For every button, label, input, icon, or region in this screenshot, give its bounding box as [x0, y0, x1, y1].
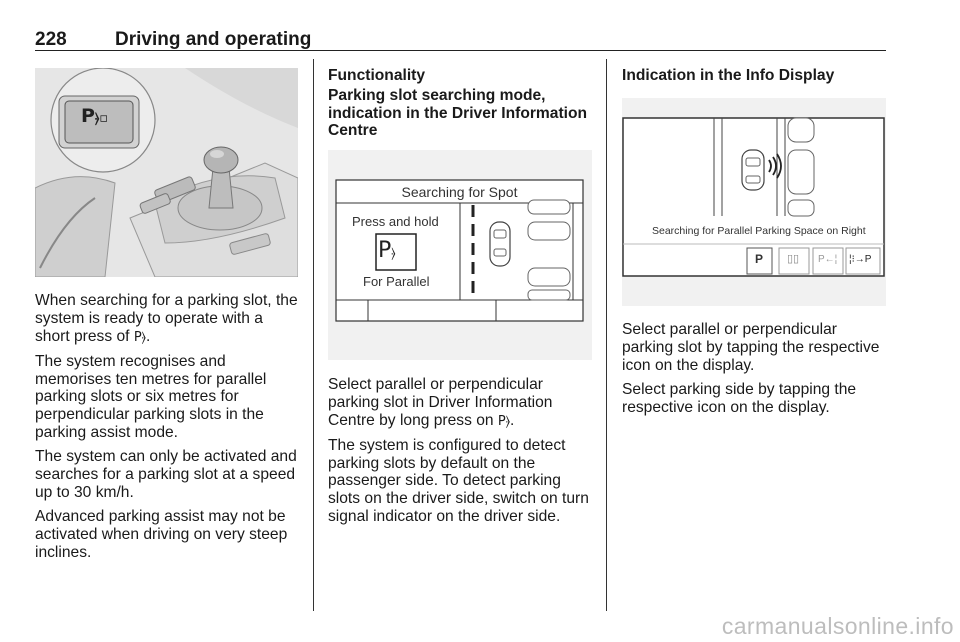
page-header: [35, 27, 886, 51]
info-status-text: Searching for Parallel Parking Space on Right: [652, 225, 866, 237]
info-btn-side-right[interactable]: ¦⁝→P: [849, 254, 872, 265]
dic-searching-figure: [328, 150, 592, 360]
column-divider-2: [606, 59, 607, 611]
column-divider-1: [313, 59, 314, 611]
subsection-heading: Parking slot searching mode, indication in the Driver Information Centre: [328, 86, 588, 140]
middle-header: [328, 67, 598, 140]
paragraph: The system is configured to detect parking slots by default on the passenger side. To detect parking slots on the driver side, switch on turn signal indicator on the driver side.: [328, 436, 589, 526]
info-btn-side-left[interactable]: P←¦: [818, 254, 838, 265]
watermark: carmanualsonline.info: [721, 613, 954, 639]
section-heading: Functionality: [328, 67, 426, 84]
paragraph: Select parking side by tapping the respective icon on the display.: [622, 380, 857, 416]
parking-assist-icon: P⦒▫: [81, 105, 109, 127]
parking-assist-icon: P⦒: [497, 413, 511, 429]
dic-label-parallel: For Parallel: [363, 274, 430, 289]
info-btn-parallel[interactable]: P: [755, 252, 764, 266]
info-display-figure: [622, 98, 886, 306]
section-heading: Indication in the Info Display: [622, 67, 835, 84]
paragraph: [328, 376, 596, 430]
text: .: [510, 411, 515, 429]
paragraph: Select parallel or perpendicular parking slot by tapping the respective icon on the display.: [622, 321, 880, 374]
dic-parking-button: P⦒: [378, 238, 396, 263]
paragraph: The system can only be activated and searches for a parking slot at a speed up to 30 km/h.: [35, 448, 297, 501]
right-header: [622, 67, 884, 85]
dic-title: Searching for Spot: [401, 184, 518, 200]
text: Select parallel or perpendicular parking slot in Driver Information Centre by long press on: [328, 376, 553, 429]
text: P: [864, 254, 872, 265]
gear-console-illustration: [35, 68, 298, 277]
middle-column: [328, 376, 596, 532]
text: P: [818, 254, 825, 265]
paragraph: The system recognises and memorises ten metres for parallel parking slots or six metres for perpendicular parking slots in the parking assist mode.: [35, 352, 267, 442]
chapter-title: Driving and operating: [115, 29, 312, 50]
right-column: [622, 321, 886, 423]
page-number: 228: [35, 29, 67, 50]
paragraph: [35, 292, 300, 346]
paragraph: Advanced parking assist may not be activated when driving on very steep inclines.: [35, 508, 288, 561]
text: When searching for a parking slot, the system is ready to operate with a short press of: [35, 292, 298, 345]
text: .: [145, 327, 151, 345]
left-column: [35, 292, 300, 568]
dic-label-press-hold: Press and hold: [352, 214, 439, 229]
text: P: [378, 238, 392, 263]
info-btn-perpendicular[interactable]: ▯▯: [787, 253, 800, 265]
parking-assist-icon: P⦒: [133, 329, 146, 345]
